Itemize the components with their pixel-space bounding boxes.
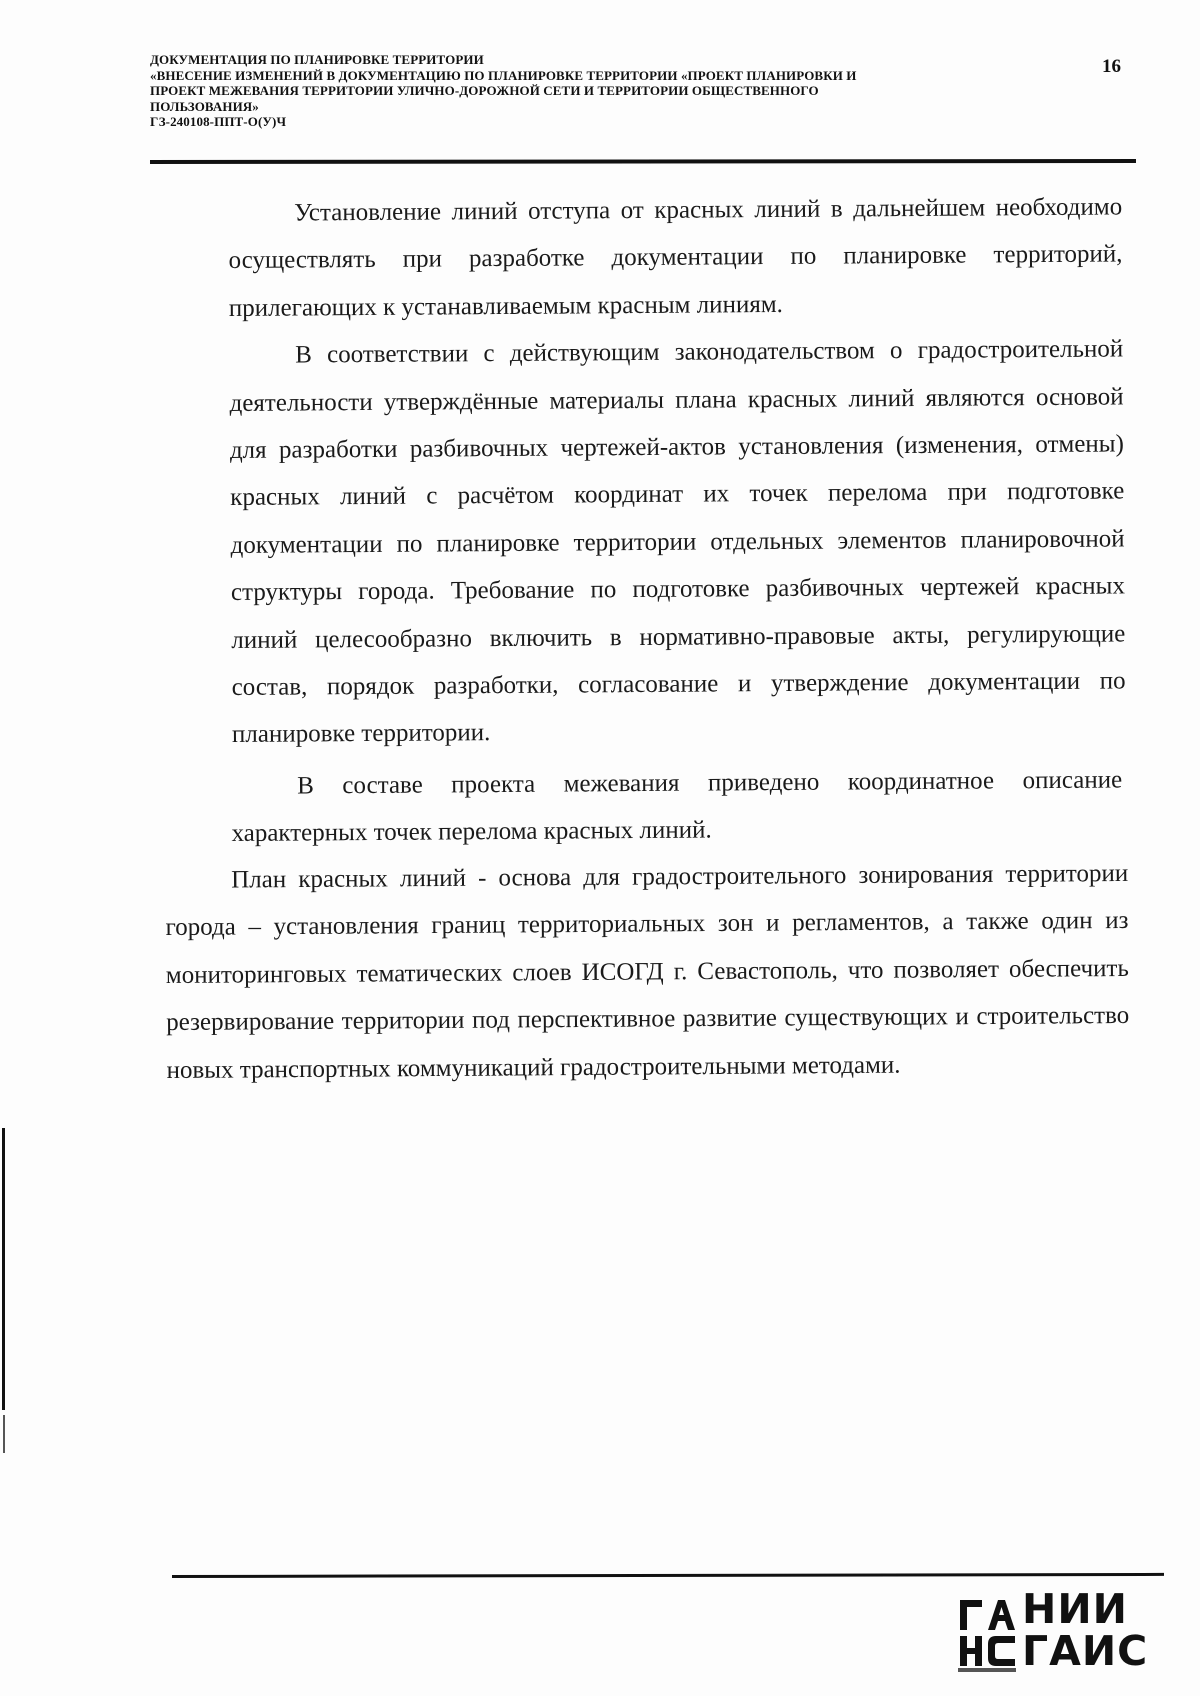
paragraph-2: В соответствии с действующим законодательством о градостроительной деятельности утверждённые материалы плана красных линий являются основой для разработки разбивочных чертежей-актов установления (изменения, отмены) красных линий с расчётом координат их точек перелома при подготовке документации по планировке территории отдельных элементов планировочной структуры города. Требование по подготовке разбивочных чертежей красных линий целесообразно включить в нормативно-правовые акты, регулирующие состав, порядок разработки, согласование и утверждение документации по планировке территории. <box>229 335 1126 749</box>
header-divider <box>150 159 1136 164</box>
document-code: ГЗ-240108-ППТ-О(У)Ч <box>150 114 287 129</box>
body-block-3 <box>165 850 1130 1094</box>
footer-divider <box>172 1573 1164 1578</box>
logo-wordmark <box>1022 1585 1149 1675</box>
logo-line-1: НИИ <box>1022 1585 1128 1633</box>
header-line-3: ПРОЕКТ МЕЖЕВАНИЯ ТЕРРИТОРИИ УЛИЧНО-ДОРОЖНОЙ СЕТИ И ТЕРРИТОРИИ ОБЩЕСТВЕННОГО <box>150 83 819 98</box>
nii-gais-logo <box>958 1585 1158 1680</box>
logo-line-2: ГАИС <box>1022 1627 1149 1675</box>
scan-edge-mark-small <box>3 1415 5 1453</box>
body-block-2 <box>231 756 1123 857</box>
header-line-1: ДОКУМЕНТАЦИЯ ПО ПЛАНИРОВКЕ ТЕРРИТОРИИ <box>150 52 484 67</box>
logo-caption-mark <box>958 1668 1016 1672</box>
body-block-1 <box>228 183 1126 758</box>
document-header <box>150 52 1050 130</box>
paragraph-3: В составе проекта межевания приведено координатное описание характерных точек перелома красных линий. <box>231 766 1123 848</box>
page-number: 16 <box>1102 56 1121 77</box>
scan-edge-mark <box>2 1128 5 1410</box>
paragraph-4: План красных линий - основа для градостроительного зонирования территории города – установления границ территориальных зон и регламентов, а также один из мониторинговых тематических слоев ИСОГД г. Севастополь, что позволяет обеспечить резервирование территории под перспективное развитие существующих и строительство новых транспортных коммуникаций градостроительными методами. <box>165 859 1130 1084</box>
logo-mark-icon <box>958 1598 1016 1668</box>
header-line-4: ПОЛЬЗОВАНИЯ» <box>150 98 259 114</box>
paragraph-1: Установление линий отступа от красных линий в дальнейшем необходимо осуществлять при разработке документации по планировке территорий, прилегающих к устанавливаемым красным линиям. <box>228 193 1123 322</box>
header-line-2: «ВНЕСЕНИЕ ИЗМЕНЕНИЙ В ДОКУМЕНТАЦИЮ ПО ПЛАНИРОВКЕ ТЕРРИТОРИИ «ПРОЕКТ ПЛАНИРОВКИ И <box>150 67 857 83</box>
